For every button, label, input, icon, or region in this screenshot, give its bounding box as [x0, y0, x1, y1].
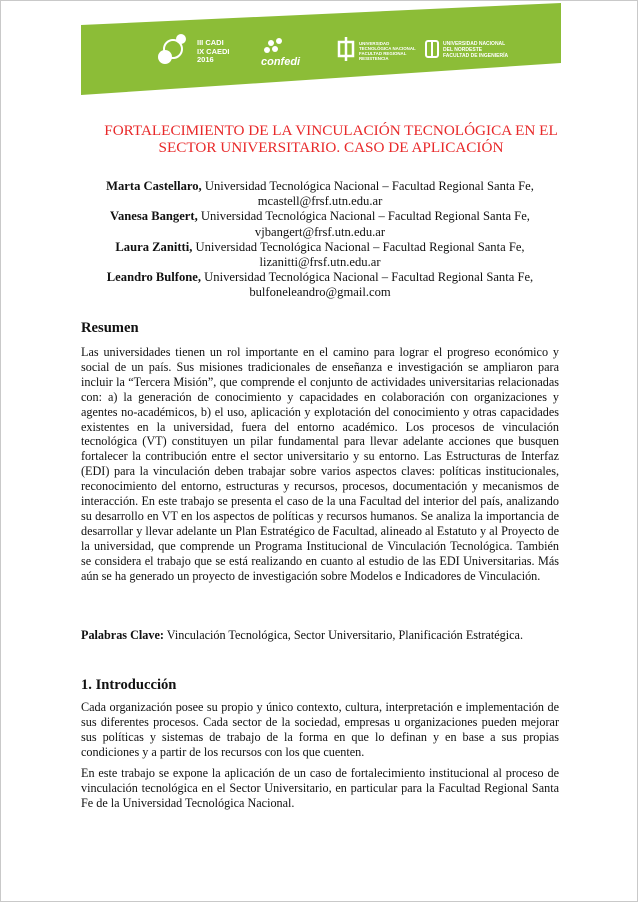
author-affiliation: Universidad Tecnológica Nacional – Facultad Regional Santa Fe,	[201, 179, 534, 193]
author-affiliation: Universidad Tecnológica Nacional – Facultad Regional Santa Fe,	[201, 270, 534, 285]
author-affiliation: Universidad Tecnológica Nacional – Facultad Regional Santa Fe,	[192, 239, 525, 254]
unne-line: UNIVERSIDAD NACIONAL	[443, 41, 506, 47]
author-name: Marta Castellaro,	[106, 179, 202, 193]
unne-line: FACULTAD DE INGENIERÍA	[443, 52, 509, 59]
author-affiliation: Universidad Tecnológica Nacional – Facultad Regional Santa Fe,	[197, 209, 530, 224]
author-entry	[81, 179, 559, 209]
author-name: Laura Zanitti,	[115, 239, 193, 254]
author-entry	[81, 209, 559, 239]
abstract-heading: Resumen	[81, 320, 139, 336]
utn-logo-text	[359, 41, 416, 61]
intro-paragraph-1: Cada organización posee su propio y único contexto, cultura, interpretación e implementación de sus diferentes procesos. Cada sector de la sociedad, empresas u organizaciones pueden mejorar sus políticas y sistemas de trabajo de la forma en que lo definan y en base a sus propias condiciones y a partir de los recursos con los que cuenten.	[81, 700, 559, 759]
author-email: vjbangert@frsf.utn.edu.ar	[254, 224, 386, 239]
intro-paragraph-2: En este trabajo se expone la aplicación de un caso de fortalecimiento institucional al proceso de vinculación tecnológica en el Sector Universitario, en particular para la Facultad Regional Santa Fe de la Universidad Tecnológica Nacional.	[81, 766, 559, 810]
unne-line: DEL NORDESTE	[443, 46, 483, 53]
header-banner	[81, 3, 561, 95]
intro-heading: 1. Introducción	[81, 677, 177, 693]
cadi-logo-text	[197, 39, 230, 65]
paper-title: FORTALECIMIENTO DE LA VINCULACIÓN TECNOLÓGICA EN EL SECTOR UNIVERSITARIO. CASO DE APLICACIÓN	[104, 122, 558, 156]
keywords-label: Palabras Clave:	[81, 628, 164, 642]
utn-line: RESISTENCIA	[359, 56, 389, 61]
author-email: mcastell@frsf.utn.edu.ar	[257, 194, 383, 209]
author-entry	[81, 240, 559, 270]
confedi-logo-text: confedi	[261, 56, 301, 68]
author-name: Vanesa Bangert,	[110, 209, 198, 224]
utn-line: FACULTAD REGIONAL	[359, 51, 407, 56]
author-entry	[81, 270, 559, 300]
author-name: Leandro Bulfone,	[106, 270, 202, 285]
author-email: lizanitti@frsf.utn.edu.ar	[259, 255, 381, 270]
cadi-line1: III CADI	[197, 38, 224, 47]
keywords	[81, 628, 559, 643]
utn-line: UNIVERSIDAD	[359, 41, 390, 46]
abstract-text: Las universidades tienen un rol importante en el camino para lograr el progreso económico y social de un país. Sus misiones tradicionales de enseñanza e investigación se ampliaron para incluir la “Tercera Misión”, que comprende el conjunto de actividades universitarias relacionadas con: a) la generación de conocimiento y capacidades en colaboración con organizaciones y agentes no-académicos, b) el uso, aplicación y explotación del conocimiento y otras capacidades existentes en la universidad, fuera del entorno académico. Los procesos de vinculación tecnológica (VT) constituyen un pilar fundamental para llevar adelante acciones que busquen fortalecer la contribución entre el sector universitario y su entorno. Las Estructuras de Interfaz (EDI) para la vinculación deben trabajar sobre varios aspectos claves: políticas institucionales, reconocimiento del entorno, estructuras y recursos, procesos, documentación y mecanismos de interacción. En este trabajo se presenta el caso de la una Facultad del interior del país, analizando su desarrollo en VT en los aspectos de políticas y recursos humanos. Se analiza la importancia de desarrollar y llevar adelante un Plan Estratégico de Facultad, alineado al Estatuto y al Proyecto de la universidad, que comprende un Programa Institucional de Vinculación Tecnológica. También se considera el trabajo que se está realizando en cuanto al estudio de las EDI Universitarias. Más aún se ha generado un proyecto de investigación sobre Modelos e Indicadores de Vinculación.	[81, 345, 559, 583]
keywords-text: Vinculación Tecnológica, Sector Universitario, Planificación Estratégica.	[163, 628, 524, 642]
cadi-line2: IX CAEDI	[197, 46, 230, 56]
unne-logo-text	[443, 42, 508, 59]
cadi-year: 2016	[197, 55, 214, 64]
author-email: bulfoneleandro@gmail.com	[249, 285, 391, 300]
author-list	[81, 179, 559, 301]
utn-line: TECNOLÓGICA NACIONAL	[359, 46, 416, 51]
